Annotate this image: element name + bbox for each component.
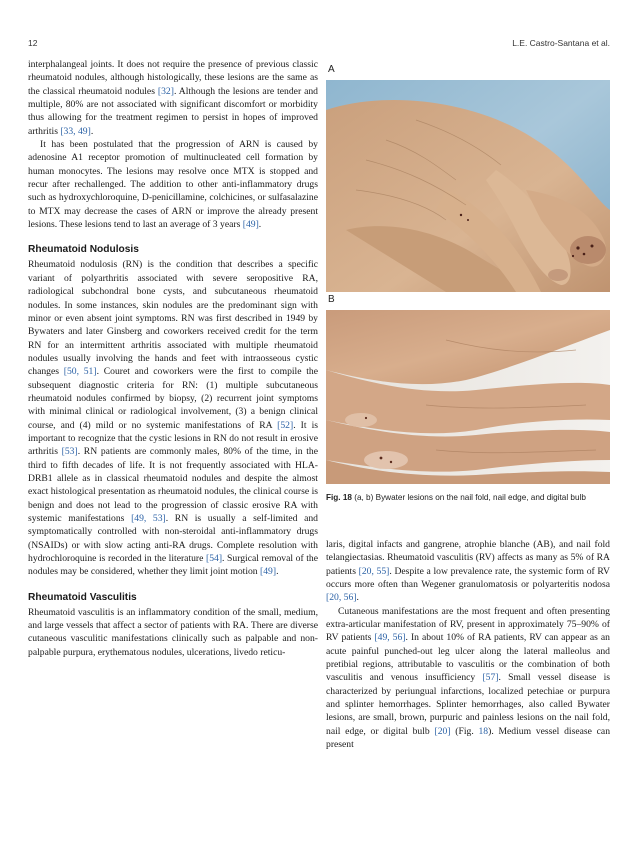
left-column xyxy=(28,58,318,659)
page-number: 12 xyxy=(28,38,38,48)
section-heading-nodulosis: Rheumatoid Nodulosis xyxy=(28,244,139,256)
citation-link[interactable]: [20] xyxy=(434,725,451,737)
citation-link[interactable]: [32] xyxy=(157,85,174,97)
citation-link[interactable]: [50, 51] xyxy=(63,366,97,378)
right-column xyxy=(326,538,610,752)
paragraph: laris, digital infacts and gangrene, atrophie blanche (AB), and nail fold telangiectasias. Rheumatoid vasculitis (RV) affects as many as 5% of RA patients [20, 55]. Despite a low prevalence rate, the systemic form of RV occurs more often than Wegener granulomatosis or polyarteritis nodosa [20, 56]. xyxy=(326,539,610,604)
citation-link[interactable]: [52] xyxy=(277,419,294,431)
figure-photo-a xyxy=(326,80,610,292)
running-header xyxy=(28,38,610,52)
citation-link[interactable]: [33, 49] xyxy=(60,125,91,137)
citation-link[interactable]: [49, 56] xyxy=(374,632,406,644)
citation-link[interactable]: [49] xyxy=(242,219,259,231)
figure-number: Fig. 18 xyxy=(326,493,352,502)
paragraph: Rheumatoid vasculitis is an inflammatory condition of the small, medium, and large vessels that affect a sector of patients with RA. There are diverse cutaneous vasculitic manifestations clinically such as palpable and non-palpable purpura, erythematous nodules, ulcerations, livedo reticu- xyxy=(28,606,318,658)
figure-panel-b-label: B xyxy=(328,294,335,305)
citation-link[interactable]: [20, 56] xyxy=(326,592,357,604)
paragraph: Rheumatoid nodulosis (RN) is the condition that describes a specific variant of polyarthritis associated with severe seropositive RA, radiological subchondral bone cysts, and subcutaneous rheumatoid nodules. In some instances, skin nodules are the predominant sign with minor or even absent joint symptoms. RN was first described in 1949 by Bywaters and later Ginsberg and coworkers received credit for the term RN for an intermittent arthritis associated with multiple rheumatoid nodules usually involving the hands and feet with intraosseous cystic changes [50, 51]. Couret and coworkers were the first to compile the subsequent diagnostic criteria for RN: (1) multiple subcutaneous rheumatoid nodules confirmed by biopsy, (2) recurrent joint symptoms with minimal clinical or radiological involvement, (3) a benign clinical course, and (4) mild or no systemic manifestations of RA [52]. It is important to recognize that the cystic lesions in RN do not result in erosive arthritis [53]. RN patients are commonly males, 80% of the time, in the third to fifth decades of life. It is not frequently associated with HLA-DRB1 allele as in classical rheumatoid nodules and despite the almost exact histological presentation as rheumatoid nodules, the clinical course is benign and does not lead to the progression of classic erosive RA with systemic manifestations [49, 53]. RN is usually a self-limited and symptomatically controlled with non-steroidal anti-inflammatory drugs (NSAIDs) or with slow acting anti-RA drugs. Complete resolution with hydrochloroquine is recorded in the literature [54]. Surgical removal of the nodules may be considered, whether they limit joint motion [49]. xyxy=(28,259,319,578)
section-heading-vasculitis: Rheumatoid Vasculitis xyxy=(28,591,137,603)
paragraph: It has been postulated that the progression of ARN is caused by adenosine A1 receptor promotion of multinucleated cell formation by human monocytes. The lesions may resolve once MTX is stopped and recur after rechallenged. The addition to other anti-inflammatory drugs such as hydroxychloroquine, D-penicillamine, colchicines, or sulfasalazine to MTX may decrease the cases of ARN or improve the already present lesions. These lesions tend to last an average of 3 years [49]. xyxy=(28,139,318,231)
running-author: L.E. Castro-Santana et al. xyxy=(512,38,610,48)
citation-link[interactable]: [57] xyxy=(482,672,499,684)
paragraph: interphalangeal joints. It does not require the presence of previous classic rheumatoid nodules, although histologically, these lesions are the same as the classical rheumatoid nodules [32]. Although the lesions are tender and multiple, 80% are not associated with significant discomfort or morbidity thus allowing for the treatment regimen to persist in hopes of improved arthritis [33, 49]. xyxy=(28,59,318,137)
citation-link[interactable]: [49] xyxy=(260,566,277,578)
figure-photo-b xyxy=(326,310,610,484)
citation-link[interactable]: [53] xyxy=(61,446,78,458)
figure-panel-a-label: A xyxy=(328,64,335,75)
figure-caption xyxy=(326,492,610,503)
citation-link[interactable]: [49, 53] xyxy=(131,513,166,524)
figure-caption-text: (a, b) Bywater lesions on the nail fold, nail edge, and digital bulb xyxy=(354,493,586,502)
paragraph: Cutaneous manifestations are the most frequent and often presenting extra-articular manifestation of RV, present in approximately 75–90% of RV patients [49, 56]. In about 10% of RA patients, RV can appear as an acute painful punched-out leg ulcer along the lateral malleolus and pretibial regions, attributable to vasculitis or the combination of both vasculitis and venous insufficiency [57]. Small vessel disease is characterized by periungual infarctions, localized petechiae or purpura and splinter hemorrhages. Splinter hemorrhages, also called Bywater lesions, are small, brown, purpuric and painless lesions on the nail fold, nail edge, or digital bulb [20] (Fig. 18). Medium vessel disease can present xyxy=(326,605,611,751)
citation-link[interactable]: [20, 55] xyxy=(358,565,390,577)
citation-link[interactable]: [54] xyxy=(206,553,223,565)
citation-link[interactable]: 18 xyxy=(478,725,489,737)
